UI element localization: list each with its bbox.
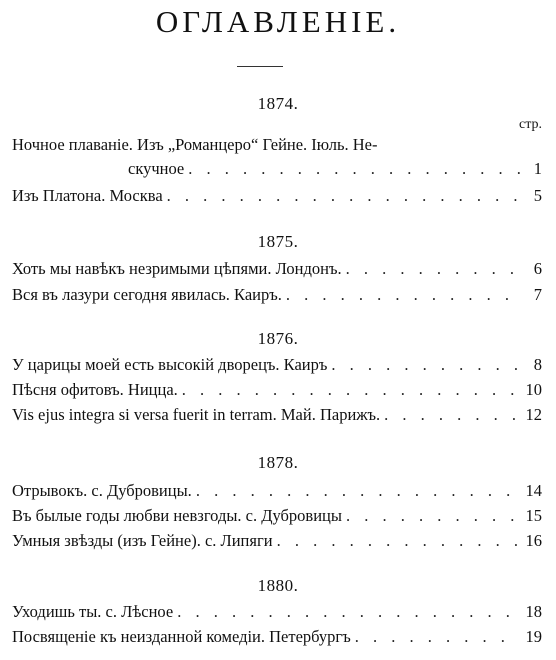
toc-entry-title: Уходишь ты. с. Лѣсное [12, 602, 174, 621]
toc-entry-title: У царицы моей есть высокiй дворецъ. Каиръ [12, 355, 328, 374]
toc-entry-page: 5 [533, 186, 542, 205]
leader-dots [331, 353, 520, 377]
toc-entry-title: Умныя звѣзды (изъ Гейне). с. Липяги [12, 531, 273, 550]
toc-entry-page: 1 [533, 159, 542, 178]
leader-dots [384, 403, 520, 427]
toc-entry[interactable] [12, 625, 542, 649]
toc-entry-page: 19 [525, 627, 542, 646]
year-heading-1875: 1875. [257, 232, 299, 251]
toc-entry[interactable] [12, 283, 542, 307]
year-heading-1878: 1878. [257, 453, 299, 472]
toc-entry[interactable] [12, 353, 542, 377]
year-heading-1876: 1876. [257, 329, 299, 348]
toc-entry-page: 7 [533, 285, 542, 304]
toc-entry-title: Вся въ лазури сегодня явилась. Каиръ. [12, 285, 282, 304]
leader-dots [277, 529, 520, 553]
toc-entry-title: Въ былые годы любви невзгоды. с. Дубровицы [12, 506, 342, 525]
toc-entry[interactable] [12, 600, 542, 624]
toc-entry[interactable] [12, 257, 542, 281]
toc-entry[interactable] [12, 504, 542, 528]
toc-entry-page: 8 [533, 355, 542, 374]
leader-dots [167, 184, 520, 208]
page-title: ОГЛАВЛЕНIE. [155, 4, 401, 39]
toc-entry-title: Хоть мы навѣкъ незримыми цѣпями. Лондонъ. [12, 259, 342, 278]
toc-entry-page: 18 [525, 602, 542, 621]
toc-entry[interactable] [12, 529, 542, 553]
leader-dots [182, 378, 520, 402]
leader-dots [355, 625, 520, 649]
toc-entry-page: 10 [525, 380, 542, 399]
toc-entry[interactable] [12, 479, 542, 503]
toc-entry-title: Изъ Платона. Москва [12, 186, 163, 205]
leader-dots [196, 479, 520, 503]
toc-entry[interactable] [12, 378, 542, 402]
year-heading-1874: 1874. [257, 94, 299, 113]
toc-entry-page: 14 [525, 481, 542, 500]
leader-dots [346, 257, 520, 281]
toc-entry-title: Vis ejus integra si versa fuerit in terram. Май. Парижъ. [12, 405, 381, 424]
toc-entry-title: Отрывокъ. с. Дубровицы. [12, 481, 192, 500]
leader-dots [346, 504, 520, 528]
year-heading-1880: 1880. [257, 576, 299, 595]
toc-entry-title: Ночное плаванiе. Изъ „Романцеро“ Гейне. Iюль. Не- [12, 135, 378, 154]
toc-entry-title: Посвященiе къ неизданной комедiи. Петербургъ [12, 627, 351, 646]
toc-entry[interactable] [12, 403, 542, 427]
leader-dots [177, 600, 520, 624]
toc-entry-page: 15 [525, 506, 542, 525]
leader-dots [286, 283, 520, 307]
toc-entry[interactable] [12, 184, 542, 208]
toc-entry-page: 16 [525, 531, 542, 550]
toc-entry-title-continued: скучное [128, 159, 185, 178]
toc-entry-page: 6 [533, 259, 542, 278]
toc-entry-page: 12 [525, 405, 542, 424]
toc-entry-line[interactable] [12, 133, 542, 157]
leader-dots [188, 157, 520, 181]
title-divider [237, 66, 283, 67]
page-column-label: стр. [518, 117, 542, 132]
toc-entry[interactable] [12, 157, 542, 181]
toc-entry-title: Пѣсня офитовъ. Ницца. [12, 380, 178, 399]
